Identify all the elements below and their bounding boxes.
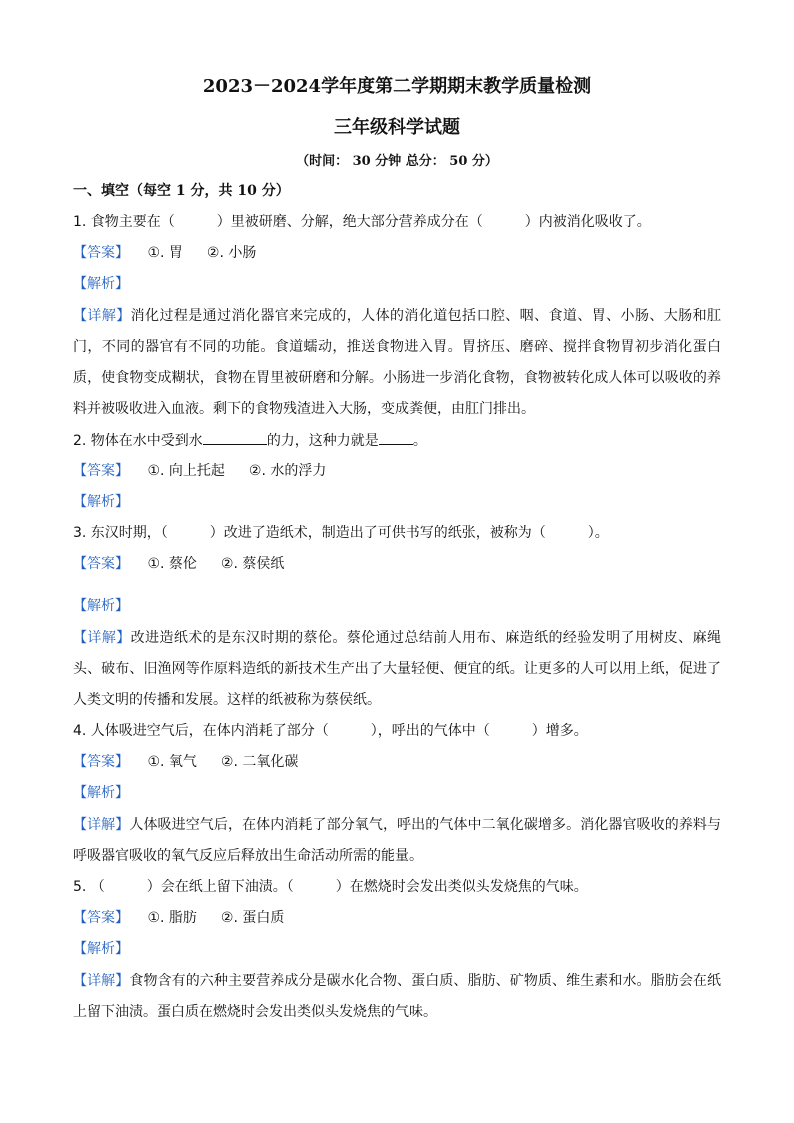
question-4: 4. 人体吸进空气后，在体内消耗了部分（ ），呼出的气体中（ ）增多。	[73, 723, 588, 739]
answer-1-blank-1: ①. 胃	[147, 245, 183, 261]
question-2-part-c: 。	[412, 433, 427, 449]
question-5: 5. （ ）会在纸上留下油渍。（ ）在燃烧时会发出类似头发烧焦的气味。	[73, 879, 588, 895]
fill-blank	[379, 430, 413, 445]
detail-3-text: 改进造纸术的是东汉时期的蔡伦。蔡伦通过总结前人用布、麻造纸的经验发明了用树皮、麻绳头、破布、旧渔网等作原料造纸的新技术生产出了大量轻便、便宜的纸。让更多的人可以用上纸，促进了人类文明的传播和发展。这样的纸被称为蔡侯纸。	[73, 630, 722, 708]
question-2-part-b: 的力，这种力就是	[266, 433, 379, 449]
answer-label: 【答案】	[73, 556, 129, 572]
analysis-label: 【解析】	[73, 941, 129, 957]
detail-5-text: 食物含有的六种主要营养成分是碳水化合物、蛋白质、脂肪、矿物质、维生素和水。脂肪会在纸上留下油渍。蛋白质在燃烧时会发出类似头发烧焦的气味。	[73, 973, 722, 1020]
answer-4-blank-2: ②. 二氧化碳	[220, 754, 299, 770]
page-subtitle: 三年级科学试题	[334, 117, 460, 138]
answer-3-blank-1: ①. 蔡伦	[147, 556, 197, 572]
answer-1-blank-2: ②. 小肠	[206, 245, 257, 261]
section-heading: 一、填空（每空 1 分，共 10 分）	[73, 183, 290, 199]
analysis-label: 【解析】	[73, 276, 129, 292]
question-2	[73, 430, 723, 451]
answer-5	[73, 908, 723, 928]
analysis-label: 【解析】	[73, 494, 129, 510]
answer-2	[73, 461, 723, 481]
question-1: 1. 食物主要在（ ）里被研磨、分解，绝大部分营养成分在（ ）内被消化吸收了。	[73, 214, 651, 230]
detail-1-text: 消化过程是通过消化器官来完成的，人体的消化道包括口腔、咽、食道、胃、小肠、大肠和肛门，不同的器官有不同的功能。食道蠕动，推送食物进入胃。胃挤压、磨碎、搅拌食物胃初步消化蛋白质，使食物变成糊状，食物在胃里被研磨和分解。小肠进一步消化食物，食物被转化成人体可以吸收的养料并被吸收进入血液。剩下的食物残渣进入大肠，变成粪便，由肛门排出。	[73, 308, 722, 417]
answer-2-blank-1: ①. 向上托起	[147, 463, 225, 479]
detail-label: 【详解】	[73, 308, 131, 324]
detail-label: 【详解】	[73, 817, 130, 833]
detail-3	[73, 623, 721, 716]
question-2-part-a: 2. 物体在水中受到水	[73, 433, 203, 449]
question-3: 3. 东汉时期，（ ）改进了造纸术，制造出了可供书写的纸张，被称为（ ）。	[73, 525, 609, 541]
answer-label: 【答案】	[73, 245, 129, 261]
detail-label: 【详解】	[73, 630, 131, 646]
answer-5-blank-2: ②. 蛋白质	[220, 910, 285, 926]
fill-blank	[203, 430, 267, 445]
answer-1	[73, 243, 723, 263]
answer-3-blank-2: ②. 蔡侯纸	[220, 556, 285, 572]
detail-4-text: 人体吸进空气后，在体内消耗了部分氧气，呼出的气体中二氧化碳增多。消化器官吸收的养料与呼吸器官吸收的氧气反应后释放出生命活动所需的能量。	[73, 817, 722, 864]
answer-5-blank-1: ①. 脂肪	[147, 910, 197, 926]
detail-1	[73, 301, 721, 425]
answer-3	[73, 554, 723, 574]
answer-2-blank-2: ②. 水的浮力	[248, 463, 327, 479]
answer-label: 【答案】	[73, 754, 129, 770]
page-title: 2023－2024学年度第二学期期末教学质量检测	[202, 76, 592, 97]
exam-meta: （时间： 30 分钟 总分： 50 分）	[296, 154, 498, 169]
answer-4-blank-1: ①. 氧气	[147, 754, 197, 770]
answer-label: 【答案】	[73, 463, 129, 479]
answer-4	[73, 752, 723, 772]
answer-label: 【答案】	[73, 910, 129, 926]
analysis-label: 【解析】	[73, 598, 129, 614]
detail-5	[73, 966, 721, 1028]
analysis-label: 【解析】	[73, 785, 129, 801]
detail-label: 【详解】	[73, 973, 130, 989]
detail-4	[73, 810, 721, 872]
